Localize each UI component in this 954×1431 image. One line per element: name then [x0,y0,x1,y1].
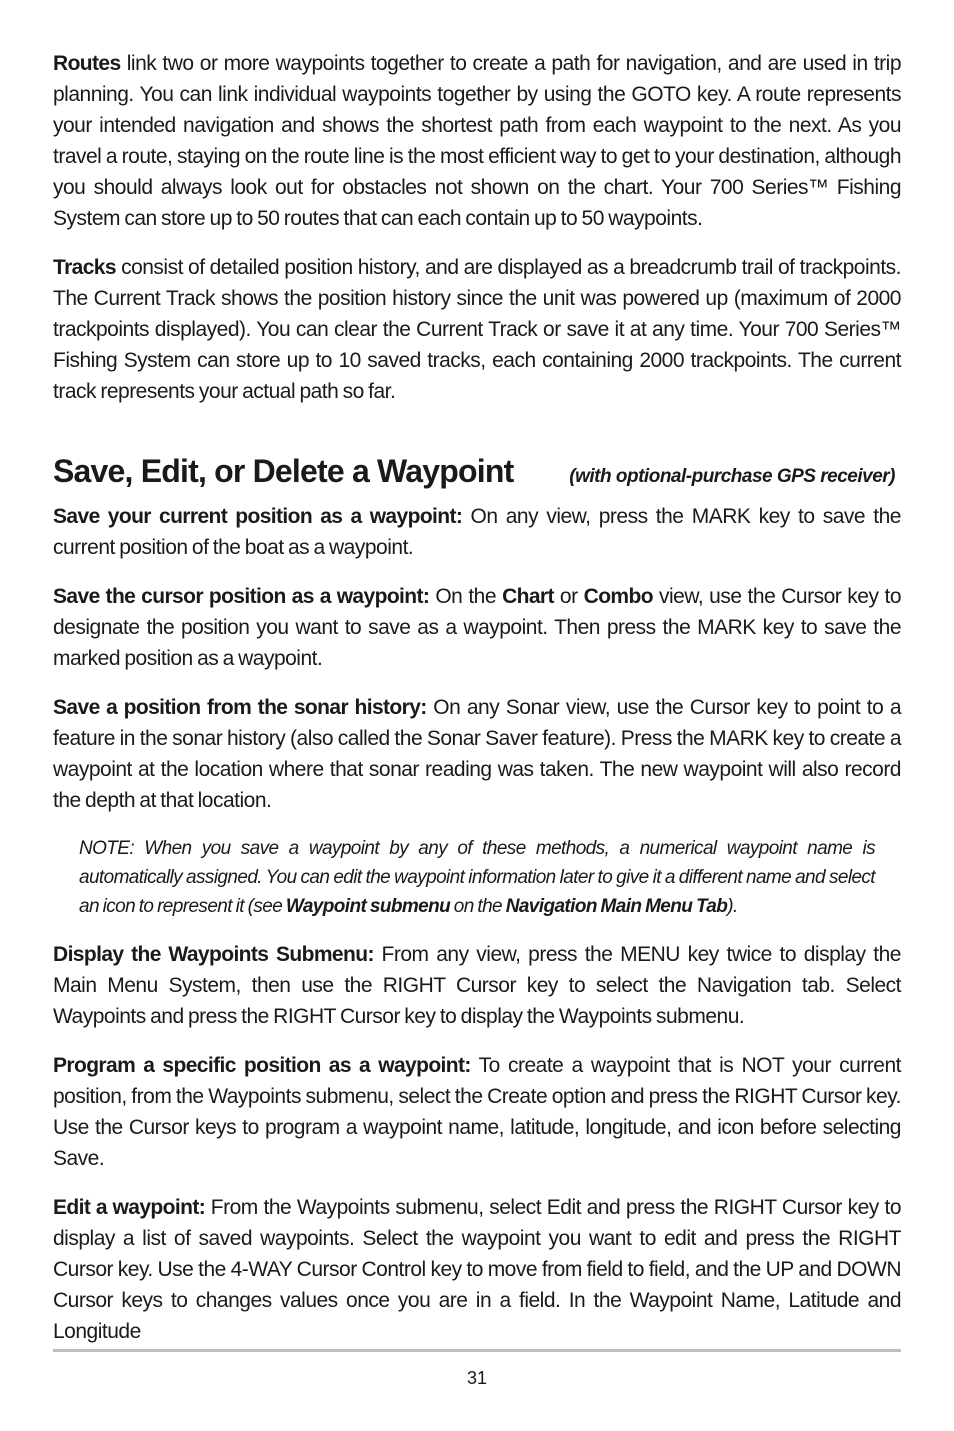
section-heading [53,451,901,491]
chart-view-term: Chart [502,585,554,608]
tracks-text: consist of detailed position history, and are displayed as a breadcrumb trail of trackpoints. The Current Track shows the position history since the unit was powered up (maximum of 2000 trackpoints displayed). You can clear the Current Track or save it at any time. Your 700 Series™ Fishing System can store up to 10 saved tracks, each containing 2000 trackpoints. The current track represents your actual path so far. [53,256,901,403]
note-paragraph [79,834,875,921]
section-title: Save, Edit, or Delete a Waypoint [53,453,514,489]
display-submenu-text: From any view, press the MENU key twice to display the Main Menu System, then use the RIGHT Cursor key to select the Navigation tab. Select Waypoints and press the RIGHT Cursor key to display the Waypoints submenu. [53,943,901,1028]
note-text-1: When you save a waypoint by any of these methods, a numerical waypoint name is automatically assigned. You can edit the waypoint information later to give it a different name and select an icon to represent it (see [79,838,875,917]
save-cursor-text-3: view, use the Cursor key to designate the position you want to save as a waypoint. Then press the MARK key to save the marked position as a waypoint. [53,585,901,670]
program-position-text: To create a waypoint that is NOT your current position, from the Waypoints submenu, select the Create option and press the RIGHT Cursor key. Use the Cursor keys to program a waypoint name, latitude, longitude, and icon before selecting Save. [53,1054,901,1170]
save-sonar-paragraph [53,692,901,816]
save-cursor-paragraph [53,581,901,674]
combo-view-term: Combo [583,585,653,608]
edit-waypoint-text: From the Waypoints submenu, select Edit and press the RIGHT Cursor key to display a list of saved waypoints. Select the waypoint you want to edit and press the RIGHT Cursor key. Use the 4-WAY Cursor Control key to move from field to field, and the UP and DOWN Cursor keys to changes values once you are in a field. In the Waypoint Name, Latitude and Longitude [53,1196,901,1343]
save-current-paragraph [53,501,901,563]
section-subtitle: (with optional-purchase GPS receiver) [569,466,895,487]
save-sonar-term: Save a position from the sonar history: [53,696,427,719]
document-page [53,48,901,1365]
routes-term: Routes [53,52,121,75]
routes-text: link two or more waypoints together to create a path for navigation, and are used in trip planning. You can link individual waypoints together by using the GOTO key. A route represents your intended navigation and shows the shortest path from each waypoint to the next. As you travel a route, staying on the route line is the most efficient way to get to your destination, although you should always look out for obstacles not shown on the chart. Your 700 Series™ Fishing System can store up to 50 routes that can each contain up to 50 waypoints. [53,52,901,230]
note-ref-navigation-tab: Navigation Main Menu Tab [505,896,728,917]
note-ref-waypoint-submenu: Waypoint submenu [285,896,451,917]
program-position-paragraph [53,1050,901,1174]
display-submenu-term: Display the Waypoints Submenu: [53,943,374,966]
note-text-3: ). [727,896,738,917]
note-text-2: on the [450,896,506,917]
edit-waypoint-paragraph [53,1192,901,1347]
footer-divider [53,1349,901,1352]
page-number: 31 [466,1368,488,1388]
save-cursor-text-1: On the [429,585,503,608]
save-cursor-text-2: or [553,585,584,608]
tracks-paragraph [53,252,901,407]
tracks-term: Tracks [53,256,116,279]
save-current-term: Save your current position as a waypoint: [53,505,463,528]
note-label: NOTE: [79,838,135,859]
save-current-text: On any view, press the MARK key to save the current position of the boat as a waypoint. [53,505,901,559]
edit-waypoint-term: Edit a waypoint: [53,1196,206,1219]
program-position-term: Program a specific position as a waypoint: [53,1054,471,1077]
display-submenu-paragraph [53,939,901,1032]
save-sonar-text: On any Sonar view, use the Cursor key to point to a feature in the sonar history (also called the Sonar Saver feature). Press the MARK key to create a waypoint at the location where that sonar reading was taken. The new waypoint will also record the depth at that location. [53,696,901,812]
routes-paragraph [53,48,901,234]
save-cursor-term: Save the cursor position as a waypoint: [53,585,430,608]
